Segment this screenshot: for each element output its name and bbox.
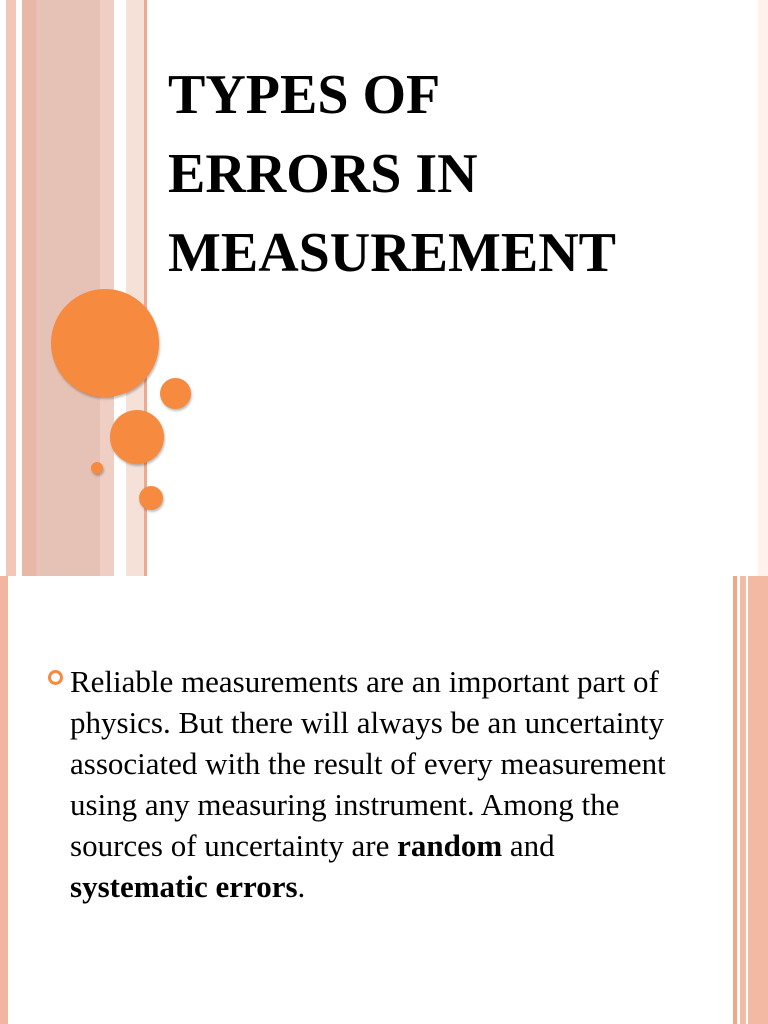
content-slide bbox=[0, 576, 768, 1024]
decorative-circle-small bbox=[160, 378, 191, 409]
slide-title: TYPES OF ERRORS IN MEASUREMENT bbox=[168, 64, 617, 284]
bullet-text-end: . bbox=[297, 869, 306, 904]
bold-term-systematic-errors: systematic errors bbox=[70, 869, 298, 904]
bullet-text-middle: and bbox=[502, 828, 555, 863]
bullet-text: Reliable measurements are an important part of physics. But there will always be an uncertainty associated with the result of every measurement using any measuring instrument. Among the sources of uncertainty are bbox=[70, 664, 666, 863]
decorative-stripe bbox=[0, 576, 8, 1024]
decorative-stripe bbox=[100, 0, 114, 576]
decorative-circle-tiny bbox=[91, 462, 103, 474]
decorative-stripe bbox=[22, 0, 36, 576]
decorative-stripe bbox=[36, 0, 100, 576]
decorative-circle-medium bbox=[110, 410, 164, 464]
bullet-item bbox=[40, 661, 690, 907]
decorative-stripe bbox=[758, 0, 768, 576]
decorative-stripe bbox=[733, 576, 737, 1024]
bold-term-random: random bbox=[397, 828, 503, 863]
decorative-circle-small bbox=[139, 486, 163, 510]
decorative-stripe bbox=[748, 576, 768, 1024]
bullet-list bbox=[40, 661, 690, 907]
decorative-stripe bbox=[6, 0, 16, 576]
decorative-circle-large bbox=[51, 289, 159, 397]
decorative-stripe bbox=[740, 576, 746, 1024]
hollow-circle-bullet-icon bbox=[48, 670, 63, 685]
